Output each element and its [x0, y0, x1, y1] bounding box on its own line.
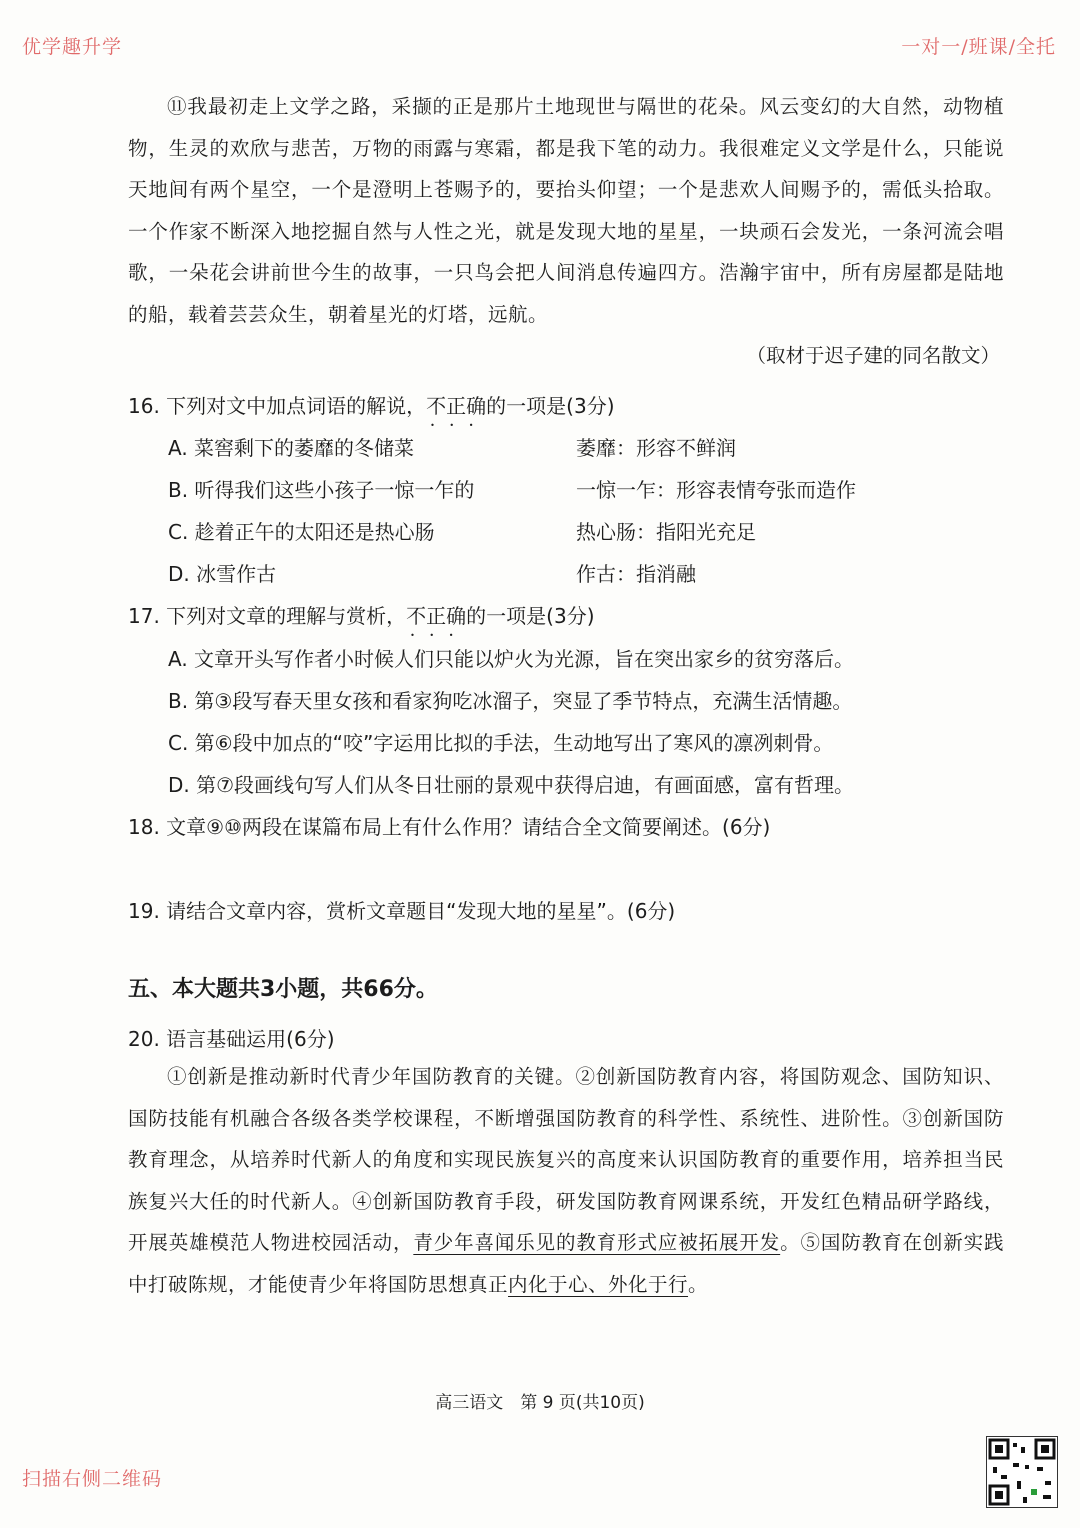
- question-20-passage: ①创新是推动新时代青少年国防教育的关键。②创新国防教育内容，将国防观念、国防知识、国防技能有机融合各级各类学校课程，不断增强国防教育的科学性、系统性、进阶性。③创新国防教育理念，从培养时代新人的角度和实现民族复兴的高度来认识国防教育的重要作用，培养担当民族复兴大任的时代新人。④创新国防教育手段，研发国防教育网课系统，开发红色精品研学路线，开展英雄模范人物进校园活动，青少年喜闻乐见的教育形式应被拓展开发。⑤国防教育在创新实践中打破陈规，才能使青少年将国防思想真正内化于心、外化于行。: [128, 1065, 1004, 1296]
- underlined-sentence: 青少年喜闻乐见的教育形式应被拓展开发: [413, 1231, 781, 1254]
- q16-explain-d: 作古：指消融: [576, 562, 696, 586]
- q16-option-d: D. 冰雪作古: [168, 562, 277, 586]
- watermark-top-right: 一对一/班课/全托: [901, 36, 1056, 58]
- q16-explain-c: 热心肠：指阳光充足: [576, 520, 756, 544]
- question-17-stem: 17. 下列对文章的理解与赏析，不正确 • • •的一项是(3分): [128, 600, 595, 629]
- page-footer: 高三语文 第 9 页(共10页): [435, 1393, 645, 1413]
- question-19: 19. 请结合文章内容，赏析文章题目“发现大地的星星”。(6分): [128, 899, 676, 923]
- q16-explain-b: 一惊一乍：形容表情夸张而造作: [576, 478, 856, 502]
- passage-source: （取材于迟子建的同名散文）: [746, 344, 1000, 367]
- passage-paragraph-11: ⑪我最初走上文学之路，采撷的正是那片土地现世与隔世的花朵。风云变幻的大自然，动物植物，生灵的欢欣与悲苦，万物的雨露与寒霜，都是我下笔的动力。我很难定义文学是什么，只能说天地间有两个星空，一个是澄明上苍赐予的，要抬头仰望；一个是悲欢人间赐予的，需低头拾取。一个作家不断深入地挖掘自然与人性之光，就是发现大地的星星，一块顽石会发光，一条河流会唱歌，一朵花会讲前世今生的故事，一只鸟会把人间消息传遍四方。浩瀚宇宙中，所有房屋都是陆地的船，载着芸芸众生，朝着星光的灯塔，远航。: [128, 95, 1004, 326]
- question-16-stem: 16. 下列对文中加点词语的解说，不正确 • • •的一项是(3分): [128, 390, 615, 419]
- q17-option-a: A. 文章开头写作者小时候人们只能以炉火为光源，旨在突出家乡的贫穷落后。: [168, 647, 855, 671]
- q16-option-c: C. 趁着正午的太阳还是热心肠: [168, 520, 435, 544]
- section-5-heading: 五、本大题共3小题，共66分。: [128, 977, 438, 1002]
- q16-explain-a: 萎靡：形容不鲜润: [576, 436, 736, 460]
- q17-option-d: D. 第⑦段画线句写人们从冬日壮丽的景观中获得启迪，有画面感，富有哲理。: [168, 773, 855, 797]
- qr-code-icon[interactable]: [986, 1436, 1058, 1508]
- q17-option-b: B. 第③段写春天里女孩和看家狗吃冰溜子，突显了季节特点，充满生活情趣。: [168, 689, 853, 713]
- watermark-bottom-left: 扫描右侧二维码: [22, 1468, 163, 1490]
- q16-option-b: B. 听得我们这些小孩子一惊一乍的: [168, 478, 475, 502]
- q17-option-c: C. 第⑥段中加点的“咬”字运用比拟的手法，生动地写出了寒风的凛冽刺骨。: [168, 731, 834, 755]
- emphasis-dots: 不正确 • • •: [426, 394, 486, 418]
- question-20-stem: 20. 语言基础运用(6分): [128, 1027, 335, 1051]
- watermark-top-left: 优学趣升学: [22, 36, 123, 58]
- q16-option-a: A. 菜窖剩下的萎靡的冬储菜: [168, 436, 415, 460]
- emphasis-dots: 不正确 • • •: [406, 604, 466, 628]
- question-18: 18. 文章⑨⑩两段在谋篇布局上有什么作用？请结合全文简要阐述。(6分): [128, 815, 771, 839]
- underlined-phrase: 内化于心、外化于行: [508, 1272, 689, 1296]
